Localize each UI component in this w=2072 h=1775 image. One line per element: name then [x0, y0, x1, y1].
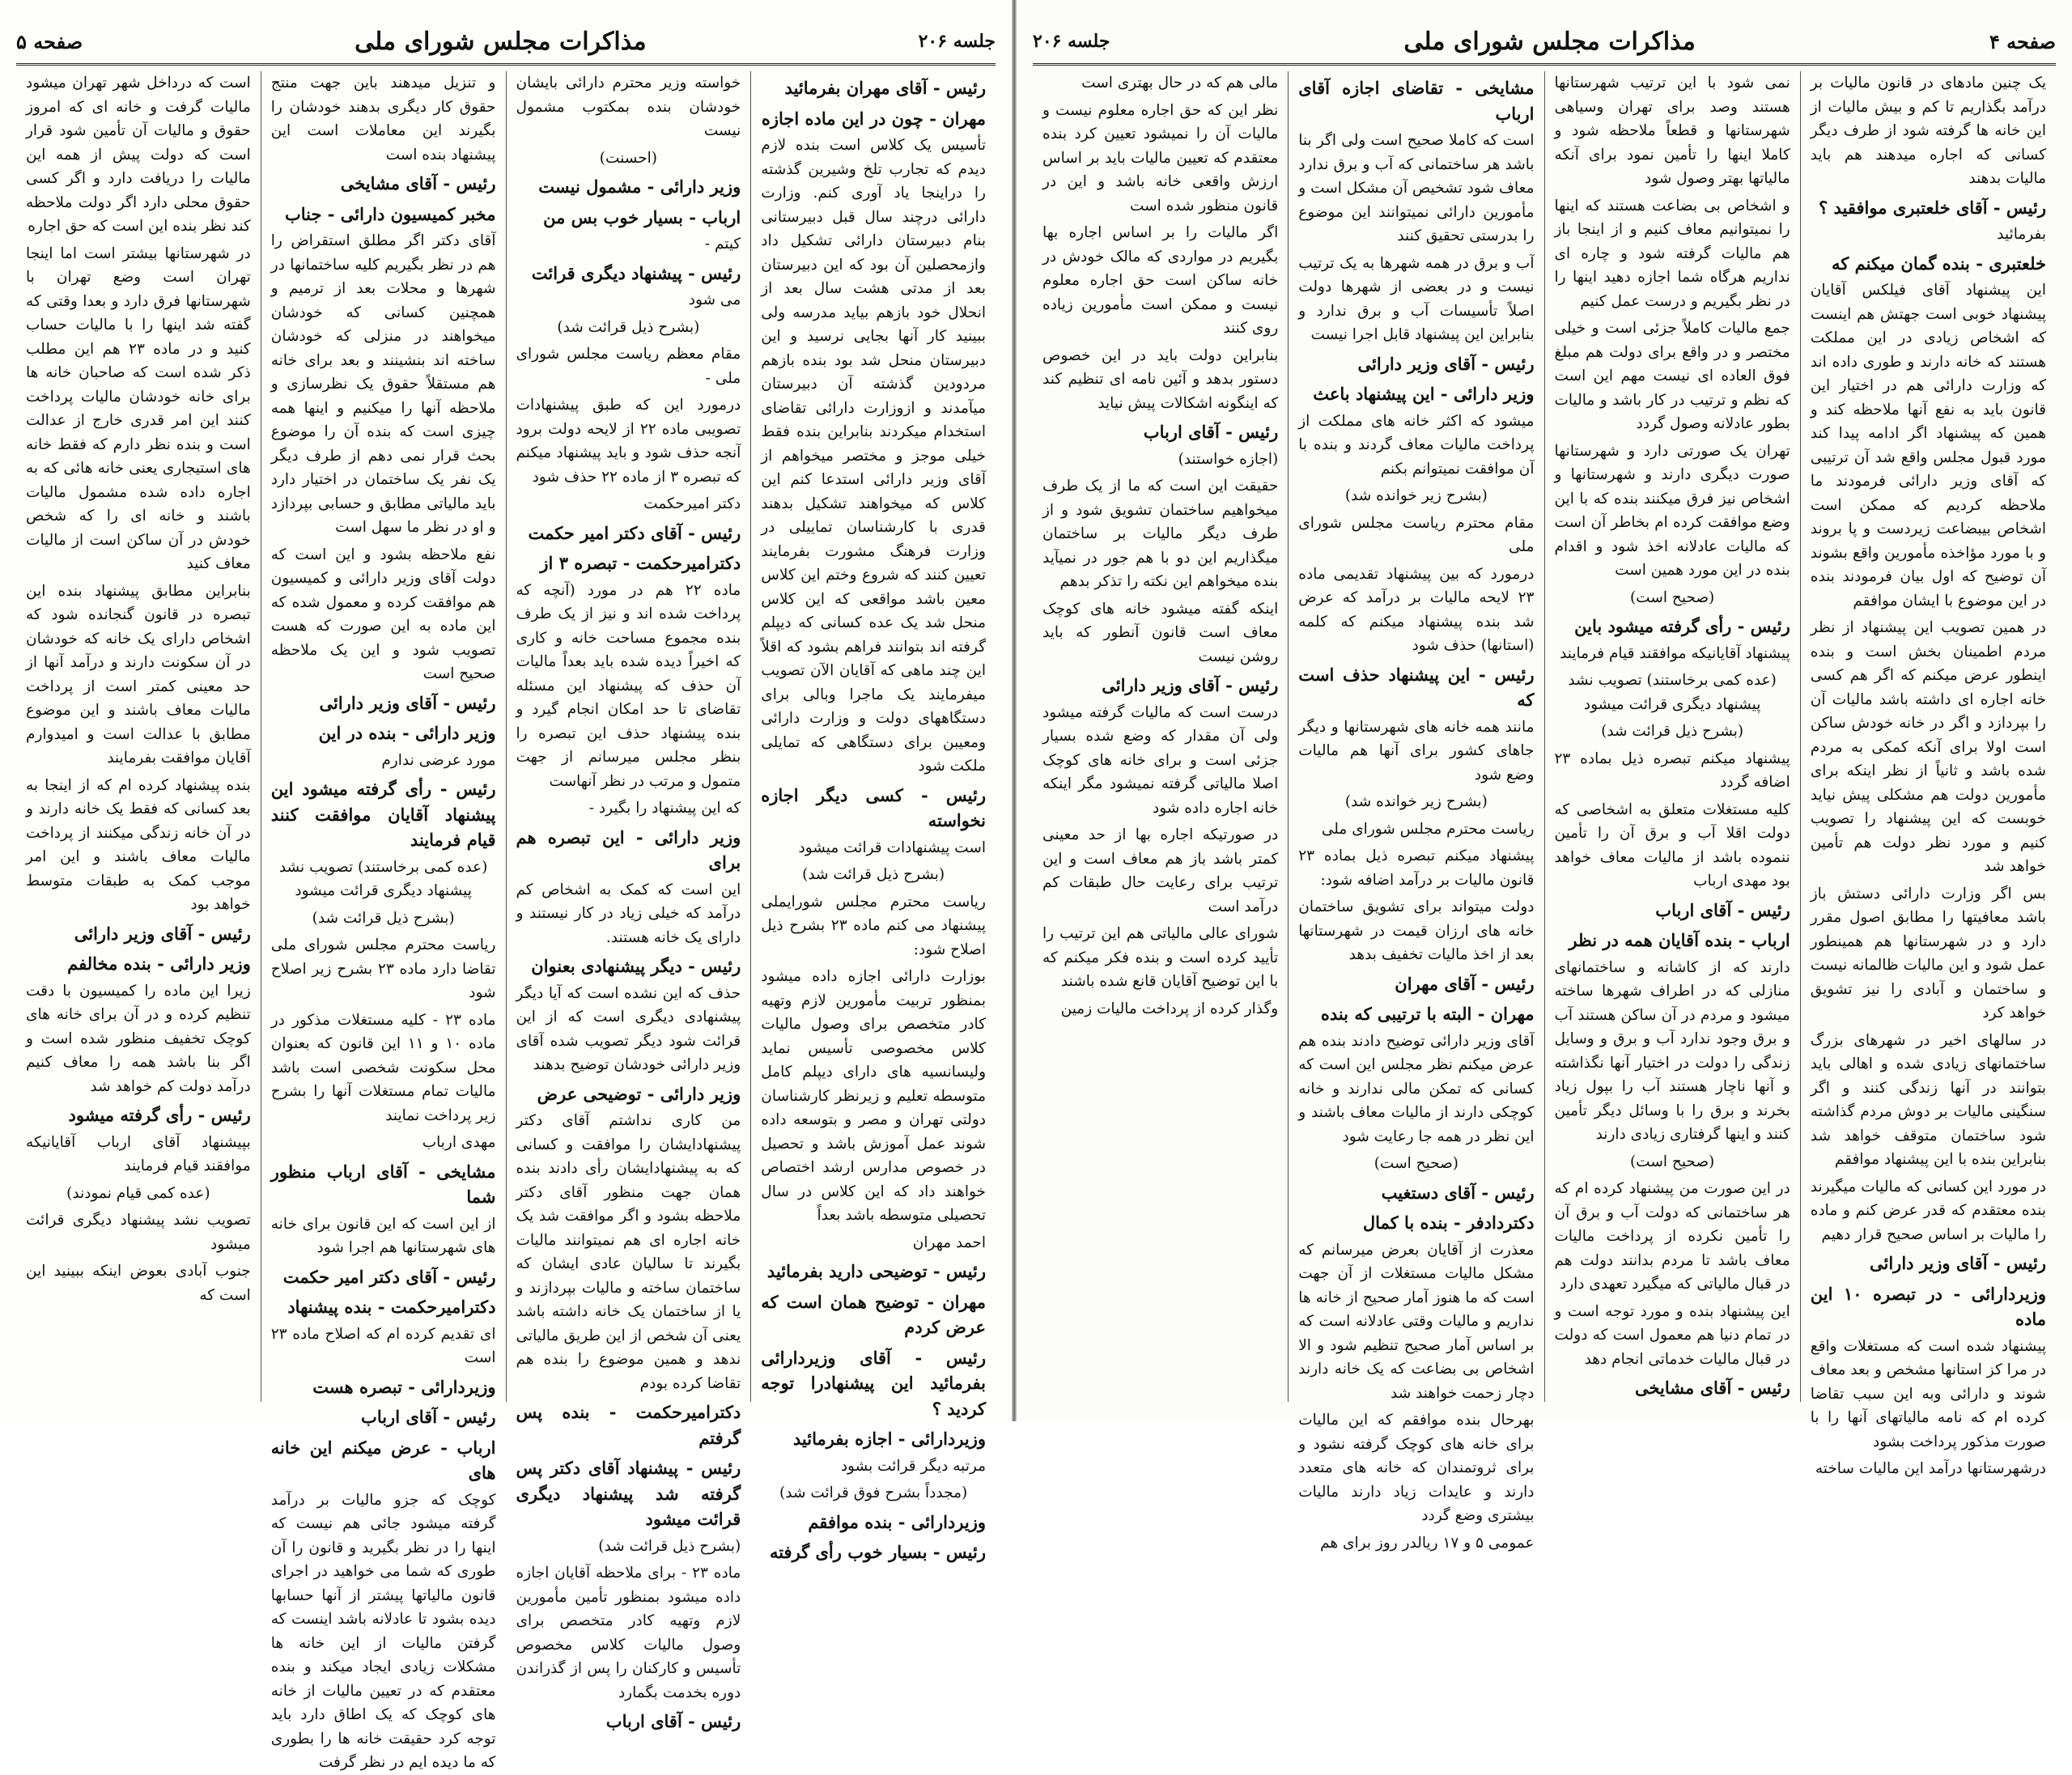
body-paragraph: در صورتیکه اجاره بها از حد معینی کمتر باشد باز هم معاف است و این ترتیب برای رعایت حال طبقات کم درآمد است: [1042, 826, 1279, 915]
speaker-paragraph: [271, 1295, 496, 1321]
text-column: [1033, 71, 1288, 1402]
speaker-paragraph: [516, 521, 741, 547]
body-paragraph: در مورد این کسانی که مالیات میگیرند بنده معتقدم که قدر عرض کنم و ماده را مالیات بر اساس صحیح قرار دهیم: [1810, 1178, 2046, 1243]
body-paragraph: می شود: [688, 291, 741, 308]
speaker-paragraph: [1298, 663, 1534, 714]
speaker-paragraph: [1811, 252, 2046, 278]
speaker-line: رئیس - آقای ارباب: [1143, 422, 1279, 442]
body-paragraph: بس اگر وزارت دارائی دستش باز باشد معافیتها را مطابق اصول مقرر دارد و در شهرستانها هم همینطور عمل شود و این مالیات ظالمانه نیست و ساختمان و آبادی را نیز تشویق خواهد کرد: [1810, 885, 2046, 1021]
speaker-line: رئیس - آقای وزیر دارائی: [74, 923, 251, 944]
body-paragraph: از این است که این قانون برای خانه های شهرستانها هم اجرا شود: [270, 1215, 496, 1256]
body-paragraph: میشود که اکثر خانه های مملکت از پرداخت مالیات معاف گردند و بنده با آن موافقت نمیتوانم بکنم: [1298, 412, 1535, 478]
body-paragraph: مالی هم که در حال بهتری است: [1081, 74, 1279, 91]
speaker-paragraph: [271, 777, 496, 854]
speaker-paragraph: [516, 206, 741, 231]
body-paragraph: من کاری نداشتم آقای دکتر پیشنهادایشان را موافقت و کسانی که به پیشنهادایشان رأی دادند بنده همان جهت منظور آقای دکتر ملاحظه بشود و اگر موافقت شد یک خانه اجاره ای هم نمیتوانند مالیات بگیرند تا سالیان عادی ایشان که ساختمان ساخته و مالیات بپردازند و یا از ساختمان یک خانه داشته باشد یعنی آن شخص از این طریق مالیاتی ندهد و همین موضوع را بنده هم تقاضا کرده بودم: [516, 1112, 741, 1392]
body-paragraph: مقام معظم ریاست مجلس شورای ملی -: [516, 346, 741, 387]
speaker-line: رئیس - آقای ارباب: [605, 1711, 741, 1731]
speaker-line: وزیر دارائی - بنده مخالفم: [67, 953, 251, 974]
body-paragraph: کلیه مستغلات متعلق به اشخاصی که دولت اقلا آب و برق آن را تأمین ننموده باشد از مالیات معاف خواهد بود مهدی ارباب: [1554, 800, 1790, 890]
speaker-line: رئیس - آقای مشایخی: [1635, 1378, 1790, 1398]
speaker-paragraph: [516, 1456, 741, 1533]
body-paragraph: تأسیس یک کلاس است بنده لازم دیدم که تجارب تلخ وشیرین گذشته را دراینجا یاد آوری کنم. وزارت دارائی درچند سال قبل دبیرستانی بنام دبیرستان دارائی تشکیل داد وازمحصلین آن بود که این دبیرستان بعد از مدتی هشت سال بعد از انحلال خود بازهم بیاید مدرسه ولی ببینید کار آنها بجایی نرسید و این دبیرستان منحل شد بود بنده بازهم مردودین گذشته آن دبیرستان میآمدند و ازوزارت دارائی تقاضای استخدام میکردند بنابراین بنده فقط خیلی موجز و مختصر میخواهم از آقای وزیر دارائی استدعا کنم این کلاس که میخواهند تشکیل بدهند قدری با کارشناسان تماییلی در وزارت فرهنگ مشورت بفرمایند تعیین کنند که شروع وختم این کلاس معین باشد مواقعی که این کلاس منحل شد یک عده کسانی که دیپلم گرفته اند بتوانند فراهم بشود که اقلاً این چند ماهی که آقایان الآن تصویب میفرمایند یک ماجرا وبالی برای دستگاههای دولت و وزارت دارائی ومعیبن برای دستگاهی که تمایلی ملکت شود: [761, 137, 986, 775]
speaker-line: وزیر دارائی - توضیحی عرض: [537, 1083, 741, 1104]
body-paragraph: این پیشنهاد آقای فیلکس آقایان پیشنهاد خوبی است جهتش هم اینست که اشخاص زیادی در این مملکت هستند که خانه دارند و طوری داده اند که وزارت دارائی هم در اختیار این قانون باید به نفع آنها ملاحظه کند و همین که پیشنهاد اگر ادامه پیدا کند مورد قبول مجلس واقع شد آن ترتیبی که آقای وزیر دارائی فرمودند ما ملاحظه کردیم که ممکن است اشخاص بیبضاعت زیردست و پا بروند و با مورد مؤاخذه مأمورین واقع بشوند آن توضیح که اول بیان فرمودند بنده در این موضوع با ایشان موافقم: [1810, 282, 2046, 609]
speaker-line: رئیس - آقای ارباب: [1655, 899, 1790, 920]
body-paragraph: حقیقت این است که ما از یک طرف میخواهیم ساختمان تشویق شود و از طرف دیگر مالیات بر ساختمان میگذاریم این دو با هم جور در نمیآید بنده میخواهم این نکته را تذکر بدهم: [1042, 478, 1279, 590]
body-paragraph: جمع مالیات کاملاً جزئی است و خیلی مختصر و در واقع برای دولت هم مبلغ فوق العاده ای نیست مهم این است که نظم و ترتیب در کار باشد و مالیات بطور عادلانه وصول گردد: [1554, 320, 1790, 432]
parenthetical-note: (صحیح است): [1374, 1155, 1459, 1172]
speaker-line: وزیر دارائی - بنده در این: [318, 723, 496, 743]
speaker-line: ارباب - بسیار خوب بس من: [543, 206, 741, 227]
speaker-paragraph: [1555, 614, 1790, 640]
speaker-line: رئیس - کسی دیگر اجازه نخواسته: [761, 784, 986, 830]
body-paragraph: و تنزیل میدهند باین جهت منتج حقوق کار دیگری بدهند خودشان را بگیرند این معاملات است این پیشنهاد بنده است: [270, 74, 496, 163]
speaker-line: مخبر کمیسیون دارائی - جناب: [284, 203, 496, 224]
body-paragraph: ریاست محترم مجلس شورایملی پیشنهاد می کنم ماده ۲۳ بشرح ذیل اصلاح شود:: [761, 893, 986, 958]
body-paragraph: پیشنهاد آقایانیکه موافقند قیام فرمایند: [1560, 644, 1790, 662]
speaker-line: رئیس - آقای مهران: [1395, 973, 1535, 994]
speaker-line: رئیس - دیگر پیشنهادی بعنوان: [531, 956, 741, 976]
text-column: [16, 71, 261, 1402]
speaker-paragraph: [1298, 972, 1534, 998]
body-paragraph: حذف که این نشده است که آیا دیگر پیشنهادی دیگری است که از این قرائت شود دیگر تصویب شده آقای وزیر دارائی خودشان توضیح بدهند: [516, 984, 741, 1073]
page-number: صفحه ۴: [1989, 29, 2056, 53]
body-paragraph: است که کاملا صحیح است ولی اگر بنا باشد هر ساختمانی که آب و برق ندارد معاف شود تشخیص آن مشکل است و مأمورین دارائی نمیتوانند این موضوع را بدرستی تحقیق کنند: [1298, 132, 1535, 244]
body-paragraph: که این پیشنهاد را بگیرد -: [588, 800, 741, 817]
parenthetical-note: (عده کمی برخاستند) تصویب نشد پیشنهاد دیگری قرائت میشود: [278, 858, 488, 899]
speaker-paragraph: [1811, 1282, 2046, 1333]
speaker-line: وزیردارائی - بنده موافقم: [808, 1511, 986, 1532]
speaker-paragraph: [1298, 352, 1534, 378]
body-paragraph: در این صورت من پیشنهاد کرده ام که هر ساختمانی که دولت آب و برق آن را تأمین نکرده از پرداخت مالیات معاف باشد تا مردم بدانند دولت هم در قبال مالیاتی که میگیرد تعهدی دارد: [1554, 1180, 1790, 1293]
body-paragraph: بپیشنهاد آقای ارباب آقایانیکه موافقند قیام فرمایند: [26, 1133, 251, 1174]
speaker-paragraph: [516, 954, 741, 980]
speaker-line: رئیس - آقای خلعتبری موافقید ؟: [1819, 197, 2046, 218]
body-paragraph: اینکه گفته میشود خانه های کوچک معاف است قانون آنطور که باید روشن نیست: [1042, 600, 1279, 665]
body-paragraph: پیشنهاد شده است که مستغلات واقع در مرا کز استانها مشخص و بعد معاف شوند و دارائی وبه این سبب تقاضا کرده ام که نامه مالیاتهای آنها را با صورت مذکور پرداخت بشود: [1810, 1337, 2046, 1450]
left-page: [0, 0, 1012, 1771]
speaker-paragraph: [761, 1510, 986, 1536]
speaker-line: رئیس - رأی گرفته میشود: [68, 1105, 251, 1125]
page-title: مذاکرات مجلس شورای ملی: [1403, 27, 1696, 56]
speaker-line: مشایخی - تقاضای اجازه آقای ارباب: [1298, 78, 1535, 124]
speaker-paragraph: [1298, 76, 1534, 127]
body-paragraph: یک چنین مادهای در قانون مالیات بر درآمد بگذاریم تا کم و بیش مالیات از این خانه ها گرفته شود از طرف دیگر کسانی که اجاره میدهند هم باید مالیات بدهند: [1810, 74, 2046, 187]
speaker-paragraph: [516, 1400, 741, 1451]
speaker-paragraph: [1298, 1211, 1534, 1237]
speaker-line: رئیس - بسیار خوب رأی گرفته: [769, 1542, 986, 1562]
body-paragraph: شورای عالی مالیاتی هم این ترتیب را تأیید کرده است و بنده فکر میکنم که با این توضیح آقایان قانع شده باشند: [1042, 925, 1279, 990]
parenthetical-note: (عده کمی قیام نمودند): [66, 1184, 210, 1202]
body-paragraph: معذرت از آقایان بعرض میرسانم که مشکل مالیات مستغلات از آن جهت است که ما هنوز آمار صحیح از خانه ها نداریم و مالیات وقتی عادلانه است که بر اساس آمار صحیح تنظیم شود و الا اشخاص بی بضاعت که یک خانه دارند دچار زحمت خواهند شد: [1298, 1241, 1535, 1402]
speaker-paragraph: [761, 1259, 986, 1285]
body-paragraph: بنابراین دولت باید در این خصوص دستور بدهد و آئین نامه ای تنظیم کند که اینگونه اشکالات پیش نیاید: [1042, 346, 1279, 412]
body-paragraph: مقام محترم ریاست مجلس شورای ملی: [1298, 514, 1535, 555]
body-paragraph: نمی شود با این ترتیب شهرستانها هستند وصد برای تهران وسیاهی شهرستانها و قطعاً ملاحظه شود و کاملا اینها را تأمین نمود برای آنکه مالیاتها بهتر وصول شود: [1554, 74, 1790, 187]
speaker-line: مهران - چون در این ماده اجازه: [761, 108, 986, 129]
body-paragraph: اگر مالیات را بر اساس اجاره بها بگیریم در مواردی که مالک خودش در خانه ساکن است حق اجاره معلوم نیست و ممکن است مأمورین زیاده روی کنند: [1042, 224, 1279, 337]
speaker-paragraph: [271, 202, 496, 228]
speaker-paragraph: [1298, 1002, 1534, 1028]
parenthetical-note: (بشرح ذیل قرائت شد): [312, 909, 455, 927]
parenthetical-note: (عده کمی برخاستند) تصویب نشد پیشنهاد دیگری قرائت میشود: [1568, 672, 1777, 713]
speaker-line: رئیس - آقای وزیر دارائی: [1870, 1253, 2046, 1273]
speaker-line: وزیر دارائی - این پیشنهاد باعث: [1313, 384, 1535, 404]
speaker-line: رئیس - آقای دستغیب: [1381, 1182, 1535, 1203]
speaker-paragraph: [1555, 898, 1790, 924]
speaker-line: رئیس - پیشنهاد دیگری قرائت: [531, 262, 741, 283]
speaker-paragraph: [761, 1290, 986, 1341]
body-paragraph: تصویب نشد پیشنهاد دیگری قرائت میشود: [26, 1212, 251, 1253]
speaker-line: مشایخی - آقای ارباب منظور شما: [270, 1161, 496, 1207]
speaker-line: رئیس - آقای مشایخی: [340, 173, 496, 193]
session-number: جلسه ۲۰۶: [1033, 31, 1110, 52]
body-paragraph: این است که کمک به اشخاص کم درآمد که خیلی زیاد در کار نیستند و دارای یک خانه هستند.: [516, 881, 741, 946]
body-paragraph: نفع ملاحظه بشود و این است که دولت آقای وزیر دارائی و کمیسیون هم موافقت کرده و معمول شده که این ماده به این صورت که هست تصویب شود و این یک ملاحظه صحیح است: [270, 546, 496, 682]
speaker-line: رئیس - آقای دکتر امیر حکمت: [282, 1266, 496, 1287]
body-paragraph: مانند همه خانه های شهرستانها و دیگر جاهای کشور برای آنها هم مالیات وضع شود: [1298, 718, 1535, 783]
body-paragraph: درمورد که بین پیشنهاد تقدیمی ماده ۲۳ لایحه مالیات بر درآمد که عرض شد بنده پیشنهاد میکنم که کلمه (استانها) حذف شود: [1298, 565, 1535, 654]
speaker-line: وزیر دارائی - مشمول نیست: [538, 176, 741, 197]
speaker-line: رئیس - رأی گرفته میشود این پیشنهاد آقایان موافقت کنند قیام فرمایند: [270, 779, 496, 850]
body-paragraph: در همین تصویب این پیشنهاد از نظر مردم اطمینان بخش است و بنده اینطور عرض میکنم که اگر هم کسی خانه اجاره ای داشته باشد مالیات آن را بپردازد و اگر در خانه خودش ساکن است اولا برای آنکه کمکی به مردم شده باشد و ثانیاً از نظر اینکه برای مأمورین دولت هم مشکلی پیش نیاید خوبست که این پیشنهاد را تصویب کنیم و مورد نظر دولت هم تأمین خواهد شد: [1810, 619, 2046, 875]
body-paragraph: احمد مهران: [912, 1234, 986, 1251]
text-column: [1800, 71, 2056, 1477]
speaker-paragraph: [271, 172, 496, 197]
speaker-line: رئیس - آقای وزیر دارائی: [1357, 353, 1535, 374]
speaker-paragraph: [26, 952, 251, 978]
text-column: [506, 71, 751, 1731]
body-paragraph: (اجازه خواستند): [1178, 450, 1279, 468]
body-paragraph: در سالهای اخیر در شهرهای بزرگ ساختمانهای زیادی شده و اهالی باید بتوانند در آنها زندگی کنند و اگر سنگینی مالیات بر دوش مردم گذاشته شود ساختمان متوقف خواهد شد بنابراین بنده با این پیشنهاد موافقم: [1810, 1031, 2046, 1168]
body-paragraph: ای تقدیم کرده ام که اصلاح ماده ۲۳ است: [270, 1325, 496, 1366]
speaker-paragraph: [1555, 928, 1790, 954]
body-paragraph: بفرمائید: [1997, 226, 2046, 243]
speaker-paragraph: [761, 107, 986, 133]
speaker-paragraph: [26, 922, 251, 948]
text-column: [261, 71, 506, 1771]
speaker-paragraph: [271, 1436, 496, 1487]
body-paragraph: جنوب آبادی بعوض اینکه ببینید این است که: [26, 1263, 251, 1304]
body-paragraph: آب و برق در همه شهرها به یک ترتیب نیست و در بعضی از شهرها دولت اصلاً تأسیسات آب و برق ندارد و بنابراین این پیشنهاد قابل اجرا نیست: [1298, 254, 1535, 343]
body-paragraph: ماده ۲۲ هم در مورد (آنچه که پرداخت شده اند و نیز از یک طرف بنده مجموع مساحت خانه و کاری که اخیراً دیده شده باید بعداً مالیات آن حذف که پیشنهاد این مسئله تقاضای تا حد امکان انجام گیرد و بنده پیشنهاد حذف این تبصره را بنظر مجلس میرسانم از جهت متمول و مرتب در نظر آنهاست: [516, 581, 741, 790]
speaker-line: رئیس - این پیشنهاد حذف است که: [1298, 664, 1535, 710]
speaker-paragraph: [516, 826, 741, 877]
body-paragraph: در شهرستانها بیشتر است اما اینجا تهران است وضع تهران با شهرستانها فرق دارد و بعدا وقتی که گفته شد اینها را با مالیات حساب کنید و در ماده ۲۳ هم این مطلب ذکر شده است که صاحبان خانه ها برای خانه خودشان مالیات پرداخت کنند این امر قدری خارج از عدالت است و بنده نظر دارم که فقط خانه های استیجاری یعنی خانه هائی که به اجاره داده شده مشمول مالیات باشند و خانه ای را که شخص خودش در آن ساکن است از مالیات معاف کنید: [26, 244, 251, 572]
speaker-line: رئیس - رأی گرفته میشود باین: [1574, 616, 1790, 636]
speaker-line: وزیر دارائی - این تبصره هم برای: [516, 826, 741, 873]
text-column: [1288, 71, 1543, 1552]
speaker-paragraph: [271, 1265, 496, 1291]
speaker-line: مهران - توضیح همان است که عرض کردم: [761, 1291, 986, 1337]
speaker-paragraph: [271, 1160, 496, 1211]
right-page: [1017, 0, 2072, 1552]
parenthetical-note: (احسنت): [599, 149, 657, 167]
right-page-header: [1033, 23, 2056, 60]
body-paragraph: درشهرستانها درآمد این مالیات ساخته: [1815, 1460, 2046, 1477]
parenthetical-note: (بشرح ذیل قرائت شد): [1601, 723, 1744, 740]
body-paragraph: بنده پیشنهاد کرده ام که از اینجا به بعد کسانی که فقط یک خانه دارند و در آن خانه زندگی میکنند از پرداخت مالیات معاف باشند و این امر موجب کمک به طبقات متوسط خواهد بود: [26, 776, 251, 913]
speaker-paragraph: [271, 691, 496, 717]
speaker-paragraph: [1811, 196, 2046, 222]
speaker-paragraph: [516, 175, 741, 201]
speaker-paragraph: [1298, 1181, 1534, 1207]
speaker-line: رئیس - توضیحی دارید بفرمائید: [766, 1261, 986, 1281]
session-number: جلسه ۲۰۶: [918, 31, 996, 52]
speaker-paragraph: [1555, 1376, 1790, 1402]
speaker-paragraph: [26, 1103, 251, 1129]
body-paragraph: نظر این که حق اجاره معلوم نیست و مالیات آن را نمیشود تعیین کرد بنده معتقدم که تعیین مالیات باید بر اساس ارزش واقعی خانه باشد و این در قانون منظور شده است: [1042, 101, 1279, 214]
body-paragraph: و اشخاص بی بضاعت هستند که اینها را نمیتوانیم معاف کنیم و از اینجا باز هم مالیات گرفته شود و چاره ای نداریم هرگاه شما اجازه دهید اینها را در نظر بگیریم و درست عمل کنیم: [1554, 197, 1790, 310]
body-paragraph: بنابراین مطابق پیشنهاد بنده این تبصره در قانون گنجانده شود که اشخاص دارای یک خانه که خودشان در آن سکونت دارند و درآمد آنها از حد معینی کمتر است از پرداخت مالیات معاف باشند و این موضوع مطابق با عدالت است و امیدوارم آقایان موافقت بفرمایند: [26, 582, 251, 766]
body-paragraph: وگذار کرده از پرداخت مالیات زمین: [1060, 1000, 1279, 1017]
body-paragraph: پیشنهاد میکنم تبصره ذیل بماده ۲۳ قانون مالیات بر درآمد اضافه شود:: [1298, 847, 1535, 889]
body-paragraph: کیتم -: [704, 236, 741, 253]
header-rule: [1033, 63, 2056, 66]
speaker-line: ارباب - بنده آقایان همه در نظر: [1569, 930, 1790, 950]
speaker-paragraph: [1042, 673, 1278, 699]
speaker-line: دکتردادفر - بنده با کمال: [1362, 1212, 1535, 1233]
body-paragraph: آقای دکتر اگر مطلق استقراض را هم در نظر بگیریم کلیه ساختمانها در شهرها و محلات بعد از ترمیم و همچنین کسانی که خودشان میخواهند در منزلی که خودشان ساخته اند بنشینند و بعد برای خانه هم مستقلاً حقوق یک نظرسازی و ملاحظه آنها را میکنیم و اینها همه چیزی است که بنده آن را موضوع بحث قرار نمی دهم از طرف دیگر یک نفر یک ساختمان در اختیار دارد باید مالیاتی مطابق و حسابی بپردازد و او در نظر ما سهل است: [270, 232, 496, 536]
speaker-paragraph: [761, 76, 986, 102]
page-number: صفحه ۵: [16, 29, 83, 53]
speaker-line: مهران - البته با ترتیبی که بنده: [1320, 1004, 1535, 1024]
speaker-line: دکترامیرحکمت - بنده پیشنهاد: [287, 1297, 496, 1317]
speaker-line: وزیردارائی - در تبصره ۱۰ این ماده: [1810, 1283, 2046, 1329]
body-paragraph: عمومی ۵ و ۱۷ ریالدر روز برای هم: [1320, 1534, 1535, 1552]
speaker-paragraph: [761, 1427, 986, 1453]
right-text-columns: [1033, 71, 2056, 1552]
body-paragraph: بوزارت دارائی اجازه داده میشود بمنظور تربیت مأمورین لازم وتهیه کادر متخصص برای وصول مالیات کلاس مخصوصی تأسیس نماید ولیسانسیه های دارای دیپلم کامل متوسطه تعلیم و زیرنظر کارشناسان دولتی تهران و مصر و بتوسعه داده شوند عمل آموزش باشد و تحصیل در خصوص مدارس ارشد اختصاص خواهند داد که این کلاس در سال تحصیلی متوسطه باشد بعداً: [761, 968, 986, 1224]
speaker-line: دکترامیرحکمت - بنده پس گرفتم: [516, 1402, 741, 1448]
speaker-line: رئیس - پیشنهاد آقای دکتر پس گرفته شد پیشنهاد دیگری قرائت میشود: [516, 1458, 741, 1529]
body-paragraph: مهدی ارباب: [422, 1134, 496, 1151]
speaker-line: رئیس - آقای وزیردارائی بفرمائید این پیشنهادرا توجه کردید ؟: [761, 1347, 986, 1419]
body-paragraph: ماده ۲۳ - کلیه مستغلات مذکور در ماده ۱۰ و ۱۱ این قانون که بعنوان محل سکونت شخصی است باشد مالیات تمام مستغلات آنها را بشرح زیر پرداخت نمایند: [270, 1011, 496, 1124]
parenthetical-note: (صحیح است): [1629, 588, 1715, 606]
speaker-line: رئیس - آقای مهران بفرمائید: [784, 78, 986, 98]
parenthetical-note: (بشرح ذیل قرائت شد): [557, 318, 700, 336]
parenthetical-note: (مجدداً بشرح فوق قرائت شد): [779, 1484, 968, 1501]
body-paragraph: آقای وزیر دارائی توضیح دادند بنده هم عرض میکنم نظر مجلس این است که کسانی که تمکن مالی ندارند و خانه کوچکی دارند از مالیات معاف باشند و این نظر در همه جا رعایت شود: [1298, 1032, 1535, 1145]
body-paragraph: دکتر امیرحکمت: [643, 495, 741, 512]
speaker-paragraph: [516, 1082, 741, 1108]
body-paragraph: ماده ۲۳ - برای ملاحظه آقایان اجازه داده میشود بمنظور تأمین مأمورین لازم وتهیه کادر متخصص برای وصول مالیات کلاس مخصوص تأسیس و کارکنان را پس از گذراندن دوره بخدمت بگمارد: [516, 1565, 741, 1701]
parenthetical-note: (بشرح زیر خوانده شد): [1344, 487, 1488, 504]
text-column: [750, 71, 996, 1562]
speaker-line: وزیردارائی - اجازه بفرمائید: [792, 1429, 986, 1449]
body-paragraph: پیشنهاد میکنم تبصره ذیل بماده ۲۳ اضافه گردد: [1554, 749, 1790, 791]
body-paragraph: دولت میتواند برای تشویق ساختمان خانه های ارزان قیمت در شهرستانها بعد از اخذ مالیات تخفیف بدهد: [1298, 898, 1535, 963]
speaker-line: وزیردارائی - تبصره هست: [312, 1376, 496, 1397]
page-title: مذاکرات مجلس شورای ملی: [355, 27, 647, 56]
body-paragraph: زیرا این ماده را کمیسیون با دقت تنظیم کرده و در آن برای خانه های کوچک تخفیف منظور شده است و اگر بنا باشد همه را معاف کنیم درآمد دولت کم خواهد شد: [26, 982, 251, 1095]
body-paragraph: ریاست محترم مجلس شورای ملی: [1321, 820, 1535, 838]
text-column: [1544, 71, 1800, 1402]
speaker-line: رئیس - آقای دکتر امیر حکمت: [528, 522, 741, 543]
body-paragraph: درست است که مالیات گرفته میشود ولی آن مقدار که وضع شده بسیار جزئی است و برای خانه های کوچک اصلا مالیاتی گرفته نمیشود مگر اینکه خانه اجاره داده شود: [1042, 703, 1279, 817]
parenthetical-note: (بشرح ذیل قرائت شد): [802, 866, 945, 883]
speaker-paragraph: [761, 1540, 986, 1566]
body-paragraph: مورد عرضی ندارم: [381, 751, 496, 769]
body-paragraph: است که درداخل شهر تهران میشود مالیات گرفت و خانه ای که امروز حقوق و مالیات آن تأمین شود قرار است که دولت پیش از همه این مالیات را دریافت دارد و اگر کسی حقوق محلی دارد اگر دولت ملاحظه کند نظر بنده این است که حق اجاره: [26, 74, 251, 235]
body-paragraph: درمورد این که طبق پیشنهادات تصویبی ماده ۲۲ از لایحه دولت برود آنجه حذف شود و باید پیشنهاد میکنم که تبصره ۳ از ماده ۲۲ حذف شود: [516, 397, 741, 486]
parenthetical-note: (صحیح است): [1629, 1153, 1715, 1170]
speaker-line: رئیس - آقای وزیر دارائی: [319, 692, 496, 713]
speaker-line: خلعتبری - بنده گمان میکنم که: [1832, 253, 2046, 274]
speaker-paragraph: [271, 1375, 496, 1401]
left-text-columns: [16, 71, 996, 1771]
body-paragraph: ریاست محترم مجلس شورای ملی تقاضا دارد ماده ۲۳ بشرح زیر اصلاح شود: [270, 936, 496, 1001]
header-rule: [16, 63, 996, 66]
body-paragraph: خواسته وزیر محترم دارائی بایشان خودشان بنده بمکتوب مشمول نیست: [516, 74, 741, 139]
left-page-header: [16, 23, 996, 60]
speaker-paragraph: [1042, 420, 1278, 446]
body-paragraph: دارند که از کاشانه و ساختمانهای منازلی که در اطراف شهرها ساخته میشود و مردم در آن ساکن هستند آب و برق وجود ندارد آب و برق و وسایل زندگی را دولت در اختیار آنها نگذاشته و آنها ناچار هستند آب را بپول زیاد بخرند و برق را با وسائل دیگر تأمین کنند و اینها گرفتاری زیادی دارند: [1554, 958, 1790, 1143]
speaker-paragraph: [1811, 1251, 2046, 1277]
speaker-line: ارباب - عرض میکنم این خانه های: [270, 1437, 496, 1483]
parenthetical-note: (بشرح زیر خوانده شد): [1344, 793, 1488, 810]
body-paragraph: است پیشنهادات قرائت میشود: [798, 839, 986, 856]
speaker-line: رئیس - آقای ارباب: [361, 1407, 496, 1427]
body-paragraph: این پیشنهاد بنده و مورد توجه است و در تمام دنیا هم معمول است که دولت در قبال مالیات خدماتی انجام دهد: [1554, 1302, 1790, 1368]
body-paragraph: (بشرح ذیل قرائت شد): [598, 1537, 741, 1555]
speaker-paragraph: [271, 1405, 496, 1431]
speaker-paragraph: [1298, 382, 1534, 408]
speaker-paragraph: [516, 261, 741, 287]
speaker-paragraph: [271, 721, 496, 747]
speaker-paragraph: [761, 1346, 986, 1423]
body-paragraph: مرتبه دیگر قرائت بشود: [840, 1457, 986, 1475]
body-paragraph: بهرحال بنده موافقم که این مالیات برای خانه های کوچک گرفته نشود و برای ثروتمندان که خانه های متعدد دارند و عایدات زیاد دارند مالیات بیشتری وضع گردد: [1298, 1412, 1535, 1524]
speaker-paragraph: [516, 551, 741, 577]
body-paragraph: کوچک که جزو مالیات بر درآمد گرفته میشود جائی هم نیست که اینها را در نظر بگیرید و قانون را آن طوری که شما می خواهید در اجرای قانون مالیاتها پیشتر از آنها حسابها دیده بشود تا عادلانه باشد اینست که گرفتن مالیات از این خانه ها مشکلات زیادی ایجاد میکند و بنده معتقدم که در تعیین مالیات از خانه های کوچک که یک اطاق دارد باید توجه کرد حقیقت خانه ها را بطوری که ما دیده ایم در نظر گرفت: [270, 1491, 496, 1771]
speaker-paragraph: [761, 783, 986, 834]
body-paragraph: تهران یک صورتی دارد و شهرستانها صورت دیگری دارند و شهرستانها و اشخاص نیز فرق میکنند بنده که با این وضع موافقت کرده ام بخاطر آن است که مالیات عادلانه اخذ شود و اقدام بنده در این مورد همین است: [1554, 442, 1790, 579]
speaker-paragraph: [516, 1709, 741, 1735]
speaker-line: دکترامیرحکمت - تبصره ۳ از: [540, 553, 741, 573]
speaker-line: رئیس - آقای وزیر دارائی: [1102, 675, 1279, 695]
